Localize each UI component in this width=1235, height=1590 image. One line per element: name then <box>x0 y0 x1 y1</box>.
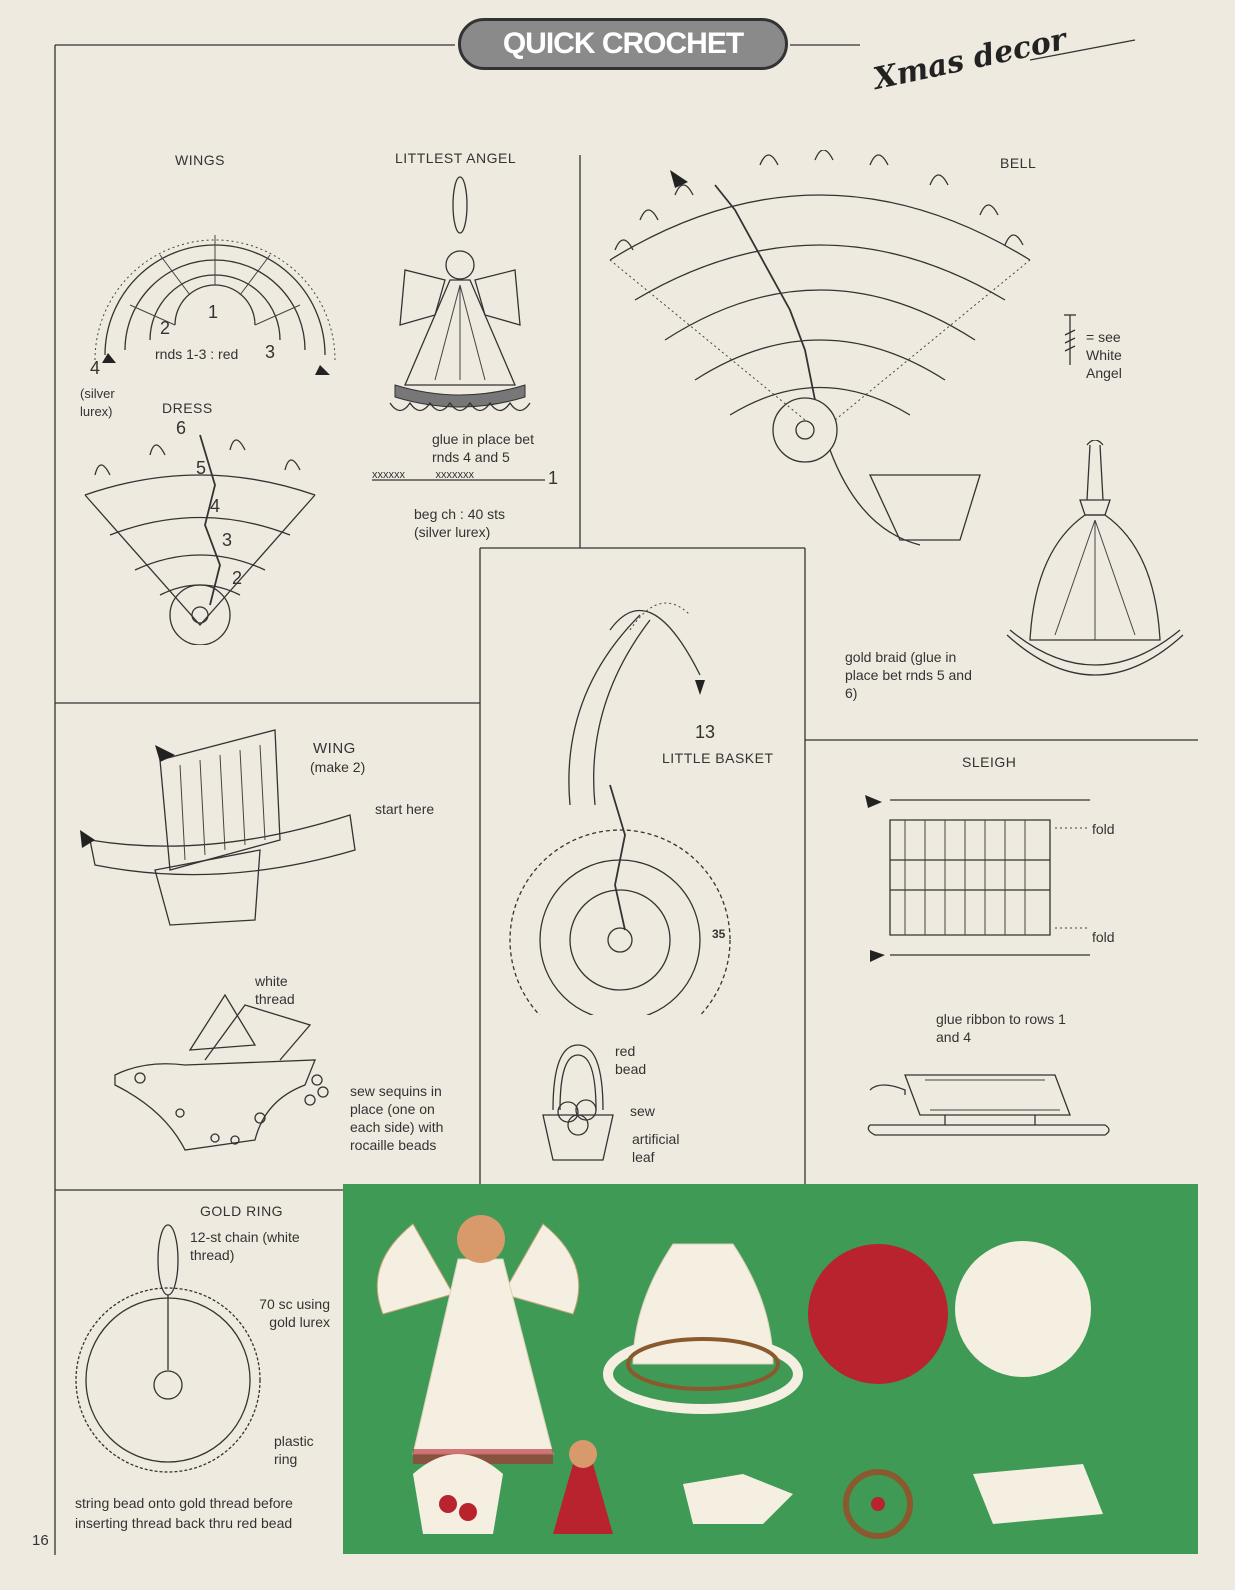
angel-ornament <box>377 1215 578 1464</box>
dress-num-2: 2 <box>232 568 243 588</box>
photo-illustration <box>343 1184 1198 1554</box>
wings-num-4: 4 <box>90 358 101 378</box>
small-angel-ornament <box>553 1440 613 1534</box>
bell-drawing <box>1005 440 1185 690</box>
wing2-sew: sew sequins in place (one on each side) with rocaille beads <box>350 1083 444 1153</box>
ring-plastic: plastic ring <box>274 1433 314 1467</box>
basket-sew: sew <box>630 1103 655 1119</box>
sleigh-drawing <box>865 1065 1115 1150</box>
ring-string: string bead onto gold thread before inserting thread back thru red bead <box>75 1495 293 1531</box>
wings-title: WINGS <box>175 152 225 168</box>
angel-title: LITTLEST ANGEL <box>395 150 517 166</box>
angel-chain <box>370 470 550 490</box>
bell-title: BELL <box>1000 155 1037 171</box>
bell-see-symbol <box>1060 310 1080 370</box>
basket-num-13: 13 <box>695 722 716 742</box>
ornaments-photo <box>343 1184 1198 1554</box>
sleigh-title: SLEIGH <box>962 754 1017 770</box>
ring-chain: 12-st chain (white thread) <box>190 1229 300 1263</box>
wing2-make: (make 2) <box>310 759 366 775</box>
wing2-white: white thread <box>255 973 295 1007</box>
dress-num-4: 4 <box>210 496 221 516</box>
basket-title: LITTLE BASKET <box>662 750 774 766</box>
wings-num-3: 3 <box>265 342 276 362</box>
basket-chart <box>490 575 750 1015</box>
dove-drawing <box>105 990 345 1170</box>
basket-drawing <box>538 1040 618 1170</box>
ring-title: GOLD RING <box>200 1203 284 1219</box>
bell-chart <box>600 150 1040 570</box>
basket-red: red bead <box>615 1043 647 1077</box>
dove-ornament <box>683 1474 793 1524</box>
sleigh-glue: glue ribbon to rows 1 and 4 <box>936 1011 1066 1045</box>
svg-text:xxxxxx xxxxxxx: xxxxxx xxxxxxx <box>372 470 475 481</box>
ring-drawing <box>68 1220 278 1480</box>
basket-ornament <box>413 1454 503 1534</box>
dress-num-3: 3 <box>222 530 233 550</box>
bell-ornament <box>608 1244 798 1409</box>
sleigh-chart <box>850 790 1120 985</box>
wings-note-silver: (silver lurex) <box>80 386 115 419</box>
sleigh-fold-1: fold <box>1092 821 1115 837</box>
wing2-start: start here <box>375 801 435 817</box>
basket-num-35: 35 <box>712 927 726 941</box>
sleigh-fold-2: fold <box>1092 929 1115 945</box>
dress-num-5: 5 <box>196 458 207 478</box>
wings-num-2: 2 <box>160 318 171 338</box>
white-ball-ornament <box>955 1241 1091 1377</box>
bell-see: = see White Angel <box>1086 329 1122 381</box>
angel-beg: beg ch : 40 sts (silver lurex) <box>414 506 506 540</box>
angel-row-1: 1 <box>548 468 559 488</box>
angel-glue: glue in place bet rnds 4 and 5 <box>432 431 534 465</box>
sleigh-ornament <box>973 1464 1103 1524</box>
banner-title: QUICK CROCHET <box>502 27 744 60</box>
wing2-title: WING <box>313 740 356 757</box>
page-number: 16 <box>32 1532 49 1549</box>
series-title: Xmas decor <box>870 22 1070 97</box>
dress-title: DRESS <box>162 400 213 416</box>
bell-braid: gold braid (glue in place bet rnds 5 and 6) <box>845 649 972 701</box>
red-ball-ornament <box>808 1244 948 1384</box>
basket-leaf: artificial leaf <box>632 1131 680 1165</box>
dress-num-6: 6 <box>176 418 187 438</box>
ring-sc: 70 sc using gold lurex <box>259 1296 330 1330</box>
header-banner <box>458 18 788 70</box>
wings-note: rnds 1-3 : red <box>155 346 239 362</box>
wings-num-1: 1 <box>208 302 219 322</box>
angel-drawing <box>375 175 545 425</box>
